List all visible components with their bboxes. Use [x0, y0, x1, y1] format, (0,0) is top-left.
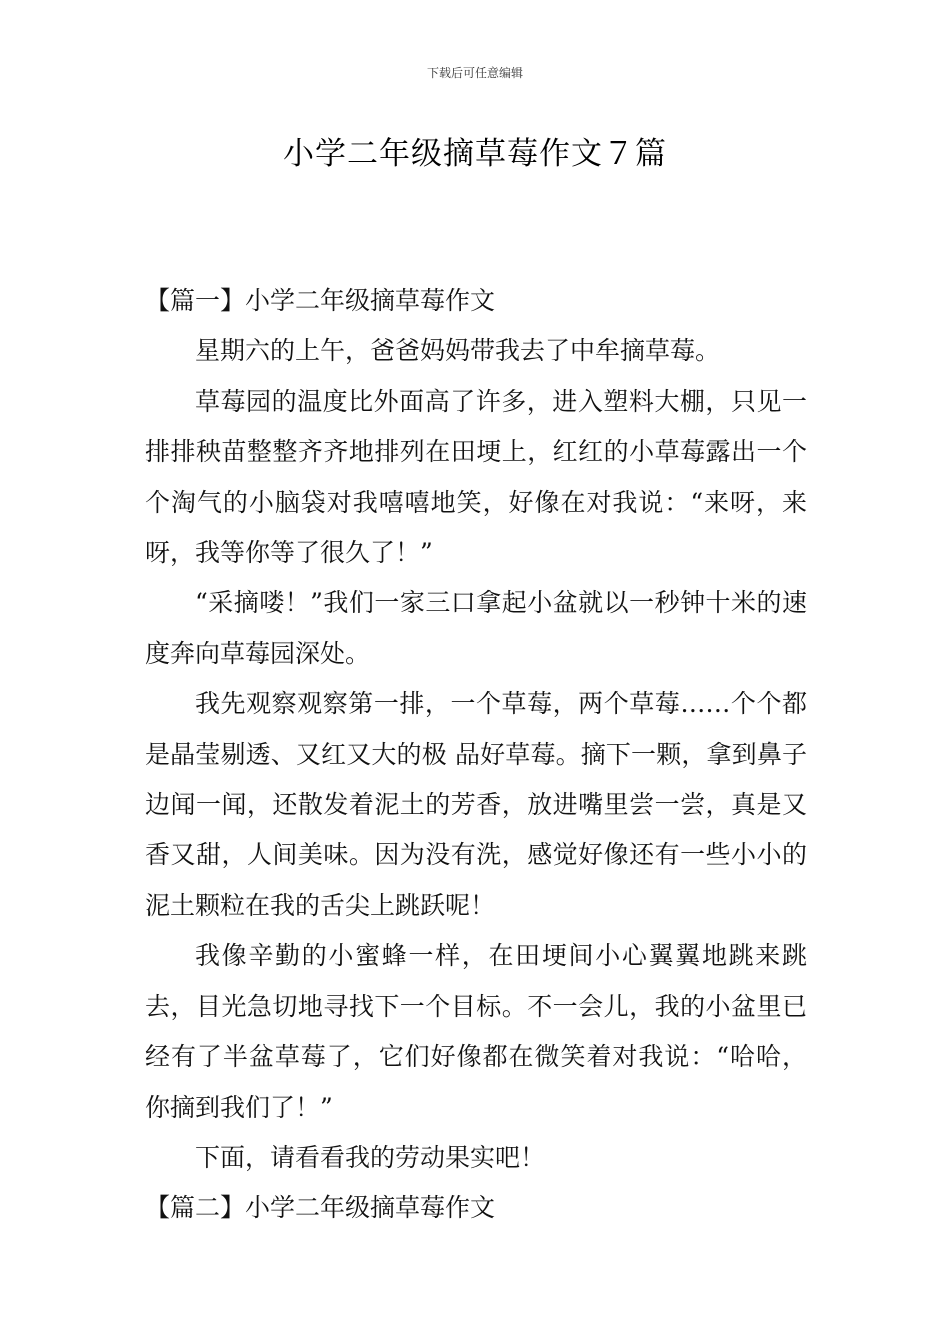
section-heading-1: 【篇一】小学二年级摘草莓作文 — [145, 286, 496, 315]
paragraph: 星期六的上午，爸爸妈妈带我去了中牟摘草莓。 — [195, 336, 721, 366]
paragraph: 我先观察观察第一排，一个草莓，两个草莓……个个都是晶莹剔透、又红又大的极 品好草莓。摘下一颗，拿到鼻子边闻一闻，还散发着泥土的芳香，放进嘴里尝一尝，真是又香又甜，人间美味。因为没有洗，感觉好像还有一些小小的泥土颗粒在我的舌尖上跳跃呢！ — [145, 689, 807, 920]
document-body — [145, 276, 807, 1234]
paragraph: 草莓园的温度比外面高了许多，进入塑料大棚，只见一排排秧苗整整齐齐地排列在田埂上，红红的小草莓露出一个个淘气的小脑袋对我嘻嘻地笑，好像在对我说：“来呀，来呀，我等你等了很久了！” — [145, 386, 807, 568]
paragraph: “采摘喽！”我们一家三口拿起小盆就以一秒钟十米的速度奔向草莓园深处。 — [145, 588, 807, 668]
document-title: 小学二年级摘草莓作文７篇 — [283, 136, 667, 172]
header-note: 下载后可任意编辑 — [426, 66, 523, 80]
section-heading-2: 【篇二】小学二年级摘草莓作文 — [145, 1193, 496, 1223]
paragraph: 我像辛勤的小蜜蜂一样，在田埂间小心翼翼地跳来跳去，目光急切地寻找下一个目标。不一会儿，我的小盆里已经有了半盆草莓了，它们好像都在微笑着对我说：“哈哈，你摘到我们了！” — [145, 941, 807, 1122]
paragraph: 下面，请看看我的劳动果实吧！ — [195, 1142, 546, 1172]
